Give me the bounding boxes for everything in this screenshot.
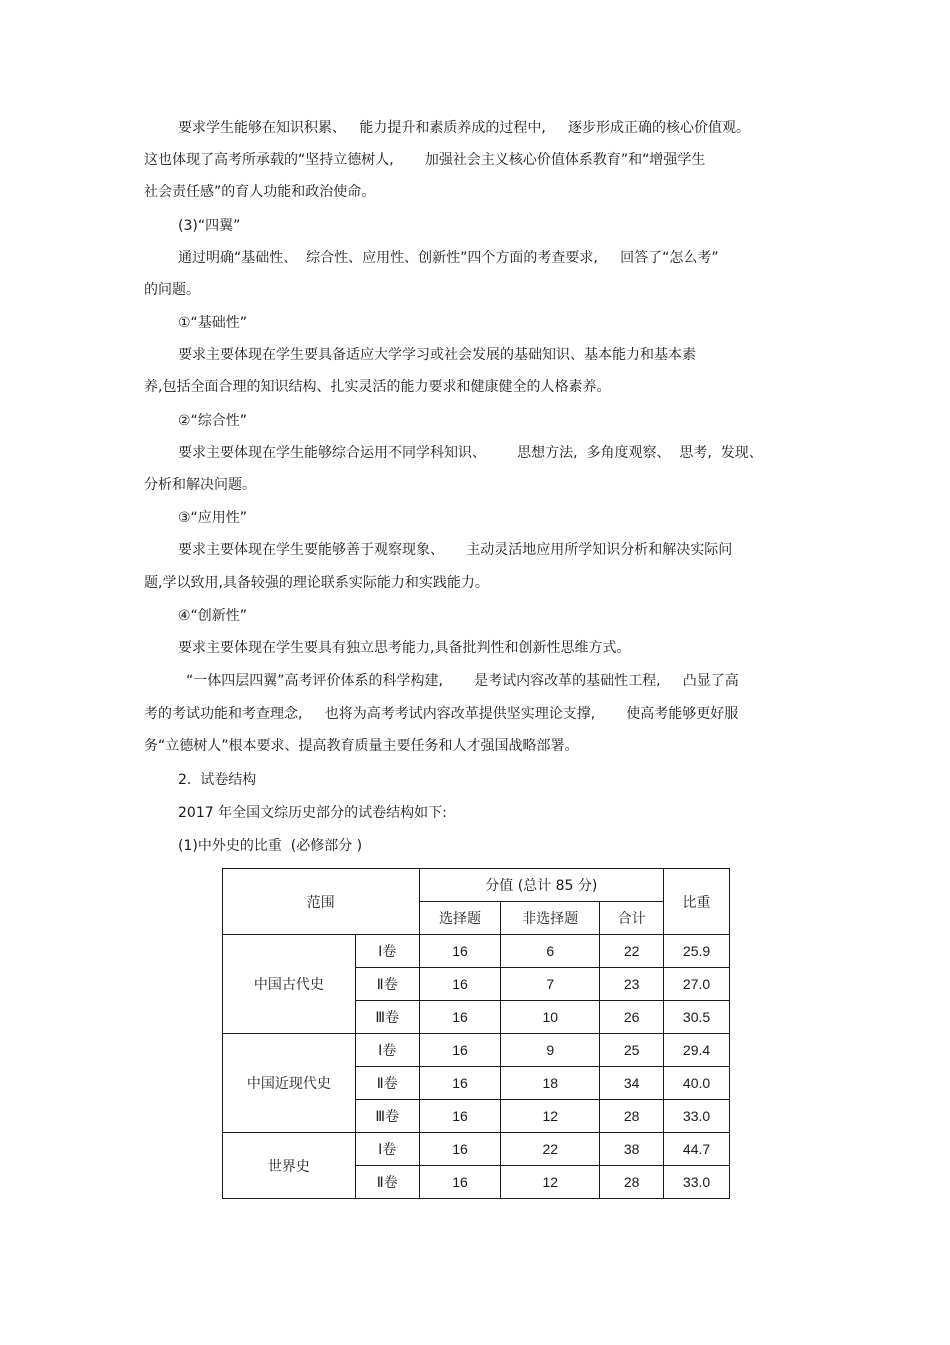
choice-cell: 16	[419, 935, 501, 968]
ratio-cell: 44.7	[664, 1133, 730, 1166]
total-cell: 38	[600, 1133, 664, 1166]
subheader-choice: 选择题	[419, 902, 501, 935]
paragraph-line: 要求主要体现在学生要具备适应大学学习或社会发展的基础知识、基本能力和基本素	[178, 347, 696, 363]
table-caption: (1)中外史的比重 (必修部分 )	[178, 838, 363, 854]
subheader-total: 合计	[600, 902, 664, 935]
paper-cell: Ⅱ卷	[355, 1067, 419, 1100]
ratio-cell: 33.0	[664, 1166, 730, 1199]
header-ratio: 比重	[664, 869, 730, 935]
nonchoice-cell: 6	[501, 935, 600, 968]
total-cell: 28	[600, 1166, 664, 1199]
nonchoice-cell: 9	[501, 1034, 600, 1067]
subsection-heading: ④“创新性”	[178, 608, 248, 624]
ratio-cell: 29.4	[664, 1034, 730, 1067]
ratio-cell: 40.0	[664, 1067, 730, 1100]
nonchoice-cell: 12	[501, 1166, 600, 1199]
nonchoice-cell: 7	[501, 968, 600, 1001]
subsection-heading: ③“应用性”	[178, 510, 248, 526]
paragraph-line: 考的考试功能和考查理念, 也将为高考考试内容改革提供坚实理论支撑, 使高考能够更好服	[144, 706, 739, 722]
ratio-cell: 30.5	[664, 1001, 730, 1034]
ratio-cell: 27.0	[664, 968, 730, 1001]
group-name: 中国近现代史	[223, 1034, 356, 1133]
nonchoice-cell: 22	[501, 1133, 600, 1166]
paragraph-line: 要求主要体现在学生要能够善于观察现象、 主动灵活地应用所学知识分析和解决实际问	[178, 542, 733, 558]
total-cell: 23	[600, 968, 664, 1001]
ratio-cell: 33.0	[664, 1100, 730, 1133]
section-heading: (3)“四翼”	[178, 218, 241, 234]
paper-cell: Ⅰ卷	[355, 1133, 419, 1166]
choice-cell: 16	[419, 1067, 501, 1100]
paper-cell: Ⅲ卷	[355, 1001, 419, 1034]
paper-cell: Ⅰ卷	[355, 1034, 419, 1067]
paragraph-line: “一体四层四翼”高考评价体系的科学构建, 是考试内容改革的基础性工程, 凸显了高	[186, 673, 739, 689]
choice-cell: 16	[419, 1001, 501, 1034]
table-row	[223, 935, 730, 968]
total-cell: 26	[600, 1001, 664, 1034]
section-heading: 2. 试卷结构	[178, 772, 257, 788]
choice-cell: 16	[419, 1034, 501, 1067]
subheader-nonchoice: 非选择题	[501, 902, 600, 935]
header-score: 分值 (总计 85 分)	[419, 869, 663, 902]
paragraph-line: 社会责任感”的育人功能和政治使命。	[144, 184, 376, 200]
choice-cell: 16	[419, 968, 501, 1001]
paragraph-line: 这也体现了高考所承载的“坚持立德树人, 加强社会主义核心价值体系教育”和“增强学生	[144, 152, 706, 168]
total-cell: 34	[600, 1067, 664, 1100]
header-range: 范围	[223, 869, 420, 935]
score-table	[222, 868, 730, 1199]
total-cell: 28	[600, 1100, 664, 1133]
paragraph-line: 的问题。	[144, 282, 200, 298]
choice-cell: 16	[419, 1100, 501, 1133]
paper-cell: Ⅱ卷	[355, 1166, 419, 1199]
nonchoice-cell: 12	[501, 1100, 600, 1133]
ratio-cell: 25.9	[664, 935, 730, 968]
subsection-heading: ①“基础性”	[178, 315, 248, 331]
paper-cell: Ⅱ卷	[355, 968, 419, 1001]
paragraph-line: 要求学生能够在知识积累、 能力提升和素质养成的过程中, 逐步形成正确的核心价值观。	[178, 120, 751, 136]
choice-cell: 16	[419, 1166, 501, 1199]
nonchoice-cell: 18	[501, 1067, 600, 1100]
paragraph-line: 要求主要体现在学生要具有独立思考能力,具备批判性和创新性思维方式。	[178, 640, 631, 656]
paragraph-line: 分析和解决问题。	[144, 477, 256, 493]
table-row	[223, 1133, 730, 1166]
paragraph-line: 题,学以致用,具备较强的理论联系实际能力和实践能力。	[144, 575, 489, 591]
group-name: 世界史	[223, 1133, 356, 1199]
total-cell: 22	[600, 935, 664, 968]
paper-cell: Ⅰ卷	[355, 935, 419, 968]
total-cell: 25	[600, 1034, 664, 1067]
nonchoice-cell: 10	[501, 1001, 600, 1034]
subsection-heading: ②“综合性”	[178, 413, 248, 429]
paper-cell: Ⅲ卷	[355, 1100, 419, 1133]
paragraph-line: 通过明确“基础性、 综合性、应用性、创新性”四个方面的考查要求, 回答了“怎么考”	[178, 250, 719, 266]
table-row	[223, 1034, 730, 1067]
paragraph-line: 务“立德树人”根本要求、提高教育质量主要任务和人才强国战略部署。	[144, 738, 579, 754]
paragraph-line: 要求主要体现在学生能够综合运用不同学科知识、 思想方法, 多角度观察、 思考, 发现、	[178, 445, 763, 461]
table-header-row	[223, 869, 730, 902]
paragraph-line: 养,包括全面合理的知识结构、扎实灵活的能力要求和健康健全的人格素养。	[144, 379, 611, 395]
choice-cell: 16	[419, 1133, 501, 1166]
paragraph-line: 2017 年全国文综历史部分的试卷结构如下:	[178, 805, 447, 821]
group-name: 中国古代史	[223, 935, 356, 1034]
